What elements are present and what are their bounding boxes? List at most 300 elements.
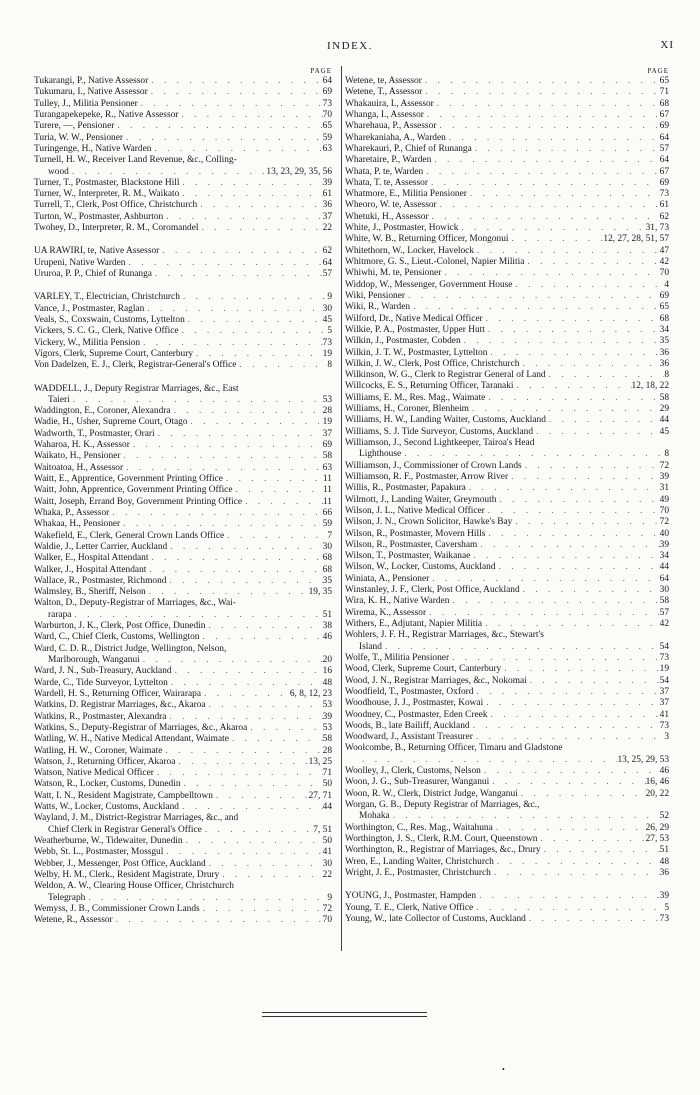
entry-page: 7, 51 [313, 824, 332, 835]
entry-name: Watling, H. W., Coroner, Waimate [34, 745, 163, 756]
index-entry [34, 813, 334, 824]
entry-name: Wilmott, J., Landing Waiter, Greymouth [345, 494, 497, 505]
entry-name: Veals, S., Coxswain, Customs, Lyttelton [34, 314, 185, 325]
entry-page: 69 [659, 290, 669, 301]
index-entry [345, 495, 671, 506]
index-entry [34, 746, 334, 757]
entry-page: 48 [322, 677, 332, 688]
entry-name: Wetene, R., Assessor [34, 915, 113, 926]
page-number: XI [660, 39, 674, 51]
index-entry [34, 395, 334, 406]
entry-page: 47 [659, 245, 669, 256]
entry-name: Mohaka [359, 811, 390, 822]
entry-name: Woodney, C., Postmaster, Eden Creek [345, 709, 488, 720]
leader-dots [496, 495, 659, 506]
leader-dots [483, 698, 659, 709]
index-entry [34, 678, 334, 689]
entry-page: 34 [659, 324, 669, 335]
index-entry [34, 621, 334, 632]
entry-page: 22 [322, 223, 332, 234]
leader-dots [206, 700, 323, 711]
leader-dots [172, 666, 323, 677]
entry-name: Wiki, Pensioner [345, 290, 406, 301]
entry-page: 44 [659, 562, 669, 573]
index-entry [345, 121, 671, 132]
entry-name: Woodfield, T., Postmaster, Oxford [345, 686, 474, 697]
entry-page: 37 [659, 686, 669, 697]
entry-page: 5 [664, 902, 669, 913]
leader-dots [114, 121, 322, 132]
entry-name: Waikato, H., Pensioner [34, 451, 121, 462]
entry-name: Wood, Clerk, Supreme Court, Canterbury [345, 664, 502, 675]
entry-page: 39 [659, 891, 669, 902]
entry-page: 71 [659, 87, 669, 98]
entry-page: 68 [322, 553, 332, 564]
leader-dots [148, 87, 323, 98]
leader-dots [527, 676, 660, 687]
leader-dots [197, 200, 322, 211]
entry-page: 70 [659, 268, 669, 279]
entry-name: Wharetaire, P., Warden [345, 155, 432, 166]
leader-dots [509, 234, 604, 245]
index-entry [34, 360, 334, 371]
leader-dots [429, 212, 660, 223]
leader-dots [144, 304, 322, 315]
index-entry [34, 417, 334, 428]
entry-name: Island [359, 641, 382, 652]
entry-page: 39 [659, 471, 669, 482]
index-entry [34, 246, 334, 257]
index-entry [345, 857, 671, 868]
entry-name: Whetuki, H., Assessor [345, 211, 429, 222]
entry-page: 42 [659, 257, 669, 267]
entry-page: 50 [322, 779, 332, 790]
index-entry [34, 258, 334, 269]
index-entry [34, 110, 334, 121]
leader-dots [491, 868, 660, 879]
leader-dots [229, 734, 323, 745]
leader-dots [166, 712, 322, 723]
entry-name: Walker, J., Hospital Attendant [34, 564, 147, 575]
entry-name: Whanga, I., Assessor [345, 109, 424, 120]
entry-page: 26, 29 [645, 822, 669, 833]
leader-dots [483, 314, 660, 325]
index-entry [34, 870, 334, 881]
leader-dots [201, 689, 290, 700]
entry-name: Walker, E., Hospital Attendant [34, 553, 149, 564]
entry-name: wood [48, 166, 69, 177]
leader-dots [473, 903, 664, 914]
index-entry [345, 133, 671, 144]
leader-dots [179, 189, 322, 200]
entry-name: Whatmore, E., Militia Pensioner [345, 189, 467, 200]
entry-name: Welby, H. M., Clerk., Resident Magistrate, Drury [34, 869, 220, 880]
leader-dots [533, 427, 660, 438]
leader-dots [526, 914, 660, 925]
entry-name: Wilson, J. L., Native Medical Officer [345, 505, 485, 516]
entry-name: Young, W., late Collector of Customs, Auckland [345, 913, 526, 924]
index-entry [34, 598, 334, 609]
leader-dots [109, 508, 322, 519]
entry-name: Wharekaniaha, A., Warden [345, 132, 446, 143]
entry-name: Tulley, J., Militia Pensioner [34, 98, 138, 109]
entry-page: 59 [322, 519, 332, 530]
entry-page: 12, 27, 28, 51, 57 [603, 234, 669, 245]
leader-dots [140, 655, 323, 666]
entry-page: 42 [659, 619, 669, 629]
index-entry [34, 269, 334, 280]
leader-dots [485, 529, 659, 540]
entry-page: 6, 8, 12, 23 [289, 688, 332, 699]
entry-name: Watling, W. H., Native Medical Attendant, Waimate [34, 734, 229, 745]
index-entry [34, 836, 334, 847]
entry-page: 58 [659, 392, 669, 403]
index-entry [345, 99, 671, 110]
entry-name: Von Dadelzen, E. J., Clerk, Registrar-General's Office [34, 360, 237, 371]
entry-name: Widdop, W., Messenger, Government House [345, 279, 513, 290]
index-entry [345, 743, 671, 754]
leader-dots [546, 370, 665, 381]
index-entry [345, 370, 671, 381]
entry-name: Telegraph [48, 892, 86, 903]
index-entry [345, 698, 671, 709]
entry-page: 69 [322, 440, 332, 451]
leader-dots [472, 144, 660, 155]
entry-name: Lighthouse [359, 449, 402, 460]
index-entry [34, 384, 334, 395]
entry-page: 27, 53 [645, 833, 669, 844]
leader-dots [434, 99, 660, 110]
entry-name: Wardell, H. S., Returning Officer, Wairarapa [34, 688, 201, 699]
entry-page: 45 [322, 314, 332, 325]
index-entry [345, 777, 671, 788]
leader-dots [138, 99, 323, 110]
index-entry [345, 676, 671, 687]
entry-page: 30 [322, 303, 332, 314]
leader-dots [148, 76, 322, 87]
entry-page: 13, 25 [308, 756, 332, 767]
entry-page: 19, 35 [308, 587, 332, 598]
entry-page: 3 [664, 732, 669, 743]
entry-page: 34 [659, 551, 669, 562]
entry-name: Walmsley, B., Sheriff, Nelson [34, 587, 146, 598]
entry-page: 20, 22 [645, 788, 669, 799]
index-entry [345, 868, 671, 879]
entry-page: 65 [659, 76, 669, 86]
index-entry [34, 451, 334, 462]
entry-page: 62 [659, 211, 669, 222]
leader-dots [446, 133, 660, 144]
index-entry [34, 76, 334, 87]
entry-page: 37 [322, 428, 332, 439]
entry-page: 11 [322, 474, 332, 484]
index-entry [34, 553, 334, 564]
entry-name: Waddington, E., Coroner, Alexandra [34, 406, 171, 417]
index-entry [34, 712, 334, 723]
entry-page: 53 [322, 394, 332, 405]
leader-dots [168, 678, 323, 689]
index-entry [345, 325, 671, 336]
index-entry [34, 666, 334, 677]
leader-dots [541, 845, 660, 856]
entry-page: 68 [659, 98, 669, 109]
index-entry [34, 212, 334, 223]
leader-dots [487, 348, 659, 359]
entry-name: Wilford, Dr., Native Medical Officer [345, 313, 483, 324]
entry-page: 39 [322, 711, 332, 722]
index-entry [345, 619, 671, 630]
entry-name: White, J., Postmaster, Howick [345, 223, 459, 234]
leader-dots [140, 338, 323, 349]
entry-page: 8 [664, 449, 669, 460]
entry-page: 49 [659, 494, 669, 505]
index-entry [345, 517, 671, 528]
entry-page: 61 [659, 200, 669, 211]
entry-name: UA RAWIRI, te, Native Assessor [34, 246, 160, 257]
leader-dots [123, 463, 323, 474]
leader-dots [151, 144, 322, 155]
index-entry [345, 87, 671, 98]
entry-name: Wayland, J. M., District-Registrar Marriages, &c., and [34, 813, 239, 824]
index-entry [34, 87, 334, 98]
entry-name: Woon, J. G., Sub-Treasurer, Wanganui [345, 777, 490, 788]
leader-dots [428, 178, 660, 189]
entry-page: 19 [659, 664, 669, 675]
entry-name: Wilson, R., Postmaster, Caversham [345, 539, 478, 550]
index-entry [345, 404, 671, 415]
leader-dots [422, 76, 660, 87]
leader-dots [489, 777, 645, 788]
entry-name: Turia, W. W., Pensioner [34, 132, 123, 143]
entry-name: Turangapekepeke, R., Native Assessor [34, 109, 179, 120]
leader-dots [223, 474, 323, 485]
index-entry [345, 472, 671, 483]
entry-name: Wilkin, J., Postmaster, Cobden [345, 336, 461, 347]
entry-name: Willcocks, E. S., Returning Officer, Taranaki [345, 381, 514, 392]
index-entry [345, 393, 671, 404]
leader-dots [496, 562, 660, 573]
index-entry [345, 664, 671, 675]
entry-name: Weatherburne, W., Tidewaiter, Dunedin [34, 836, 183, 846]
leader-dots [200, 904, 323, 915]
leader-dots [405, 291, 660, 302]
letter-group-gap [34, 372, 334, 384]
entry-name: Whitethorn, W., Locker, Havelock [345, 245, 475, 256]
entry-page: 36 [659, 347, 669, 358]
leader-dots [501, 664, 659, 675]
entry-page: 59 [322, 132, 332, 143]
leader-dots [113, 915, 323, 926]
leader-dots [422, 87, 659, 98]
entry-page: 64 [322, 257, 332, 268]
index-entry [345, 268, 671, 279]
entry-name: Wilson, W., Locker, Customs, Auckland [345, 562, 496, 573]
leader-dots [518, 789, 646, 800]
entry-page: 8 [664, 370, 669, 381]
entry-name: Wira, K. H., Native Warden [345, 596, 450, 607]
index-entry [345, 415, 671, 426]
entry-name: Waharoa, H. K., Assessor [34, 440, 130, 451]
leader-dots [171, 406, 323, 417]
entry-page: 62 [322, 246, 332, 257]
leader-dots [441, 268, 659, 279]
entry-page: 48 [659, 856, 669, 867]
entry-name: Turingenge, H., Native Warden [34, 143, 152, 154]
index-entry [345, 608, 671, 619]
index-entry [34, 768, 334, 779]
leader-dots [236, 360, 327, 371]
entry-page: 7 [327, 530, 332, 541]
closing-rule [262, 1016, 427, 1017]
index-entry [34, 349, 334, 360]
leader-dots [423, 167, 659, 178]
leader-dots [159, 246, 322, 257]
leader-dots [213, 791, 309, 802]
entry-name: YOUNG, J., Postmaster, Hampden [345, 891, 477, 902]
entry-page: 9 [327, 892, 332, 903]
entry-page: 70 [659, 505, 669, 516]
entry-page: 68 [322, 564, 332, 575]
entry-page: 37 [322, 211, 332, 222]
index-entry [34, 315, 334, 326]
entry-name: White, W. B., Returning Officer, Mongonui [345, 234, 509, 245]
entry-name: Walton, D., Deputy-Registrar of Marriages, &c., Wai- [34, 598, 236, 609]
index-entry [34, 779, 334, 790]
entry-name: Whata, P. te, Warden [345, 166, 424, 177]
leader-dots [179, 802, 323, 813]
leader-dots [359, 755, 617, 766]
entry-page: 27, 71 [308, 790, 332, 801]
entry-name: Watson, Native Medical Officer [34, 768, 154, 779]
entry-page: 57 [322, 269, 332, 279]
entry-page: 72 [659, 460, 669, 471]
index-entry [345, 483, 671, 494]
entry-name: Woolley, J., Clerk, Customs, Nelson [345, 766, 481, 777]
leader-dots [520, 585, 660, 596]
index-entry [345, 596, 671, 607]
entry-page: 11 [322, 496, 332, 507]
entry-page: 52 [659, 811, 669, 822]
entry-page: 53 [322, 722, 332, 733]
index-entry [345, 891, 671, 902]
entry-name: Wemyss, J. B., Commissioner Crown Lands [34, 903, 200, 914]
entry-name: Wallace, R., Postmaster, Richmond [34, 575, 167, 586]
leader-dots [522, 461, 660, 472]
entry-page: 30 [322, 858, 332, 869]
leader-dots [205, 621, 322, 632]
entry-name: Woolcombe, B., Returning Officer, Timaru and Gladstone [345, 743, 563, 754]
leader-dots [524, 257, 659, 268]
leader-dots [198, 223, 322, 234]
entry-page: 66 [322, 507, 332, 518]
index-entry [345, 348, 671, 359]
index-entry [34, 893, 334, 904]
leader-dots [188, 417, 323, 428]
leader-dots [485, 325, 660, 336]
entry-page: 36 [659, 867, 669, 878]
leader-dots [155, 429, 323, 440]
entry-page: 53 [322, 700, 332, 711]
leader-dots [429, 574, 659, 585]
leader-dots [449, 653, 660, 664]
index-entry [345, 687, 671, 698]
letter-group-gap [34, 234, 334, 246]
entry-page: 29 [659, 404, 669, 415]
leader-dots [461, 336, 660, 347]
index-entry [34, 189, 334, 200]
index-entry [34, 497, 334, 508]
entries-left [34, 76, 334, 927]
index-entry [34, 338, 334, 349]
entry-name: Tukarangi, P., Native Assessor [34, 76, 149, 86]
entry-name: Williamson, J., Second Lightkeeper, Tairoa's Head [345, 438, 535, 448]
index-entry [34, 406, 334, 417]
index-entry [345, 76, 671, 87]
leader-dots [473, 687, 659, 698]
entry-page: 30 [659, 585, 669, 596]
index-entry [345, 461, 671, 472]
entry-name: Williamson, R. F., Postmaster, Arrow River [345, 471, 509, 482]
leader-dots [69, 167, 267, 178]
leader-dots [152, 269, 323, 280]
index-entry [345, 585, 671, 596]
index-entry [345, 811, 671, 822]
leader-dots [519, 359, 659, 370]
index-entry [345, 178, 671, 189]
entry-page: 4 [664, 279, 669, 290]
entry-name: Worthington, C., Res. Mag., Waitahuna [345, 822, 493, 833]
leader-dots [508, 472, 660, 483]
leader-dots [247, 723, 322, 734]
entry-name: Woodhouse, J. J., Postmaster, Kowai [345, 698, 484, 709]
leader-dots [130, 440, 323, 451]
leader-dots [70, 395, 323, 406]
entry-name: Wilkinson, W. G., Clerk to Registrar General of Land [345, 370, 546, 381]
entry-page: 67 [659, 109, 669, 120]
leader-dots [494, 857, 660, 868]
entry-page: 69 [659, 177, 669, 188]
index-entry [34, 802, 334, 813]
index-entry [345, 642, 671, 653]
index-entry [345, 653, 671, 664]
index-entry [34, 825, 334, 836]
leader-dots [512, 280, 664, 291]
index-entry [34, 610, 334, 621]
entry-page: 44 [659, 415, 669, 426]
entry-name: Wohlers, J. F. H., Registrar Marriages, &c., Stewart's [345, 630, 544, 641]
entry-name: Marlborough, Wanganui [48, 655, 140, 665]
entry-page: 35 [322, 575, 332, 586]
entry-name: Turnell, H. W., Receiver Land Revenue, &c., Colling- [34, 155, 237, 166]
index-entry [34, 531, 334, 542]
entry-page: 73 [659, 913, 669, 924]
index-entry [345, 732, 671, 743]
entry-page: 39 [322, 177, 332, 188]
leader-dots [482, 619, 660, 630]
index-entry [345, 200, 671, 211]
leader-dots [162, 746, 322, 757]
index-entry [345, 574, 671, 585]
leader-dots [467, 189, 660, 200]
entry-page: 64 [659, 155, 669, 166]
entry-name: Turner, W., Interpreter, R. M., Waikato [34, 189, 180, 200]
index-entry [345, 144, 671, 155]
entry-name: Vickers, S. C. G., Clerk, Native Office [34, 326, 179, 337]
index-entry [34, 223, 334, 234]
index-entry [345, 257, 671, 268]
entry-name: Chief Clerk in Registrar General's Office [48, 824, 202, 835]
entry-name: Whata, T. te, Assessor [345, 177, 428, 188]
